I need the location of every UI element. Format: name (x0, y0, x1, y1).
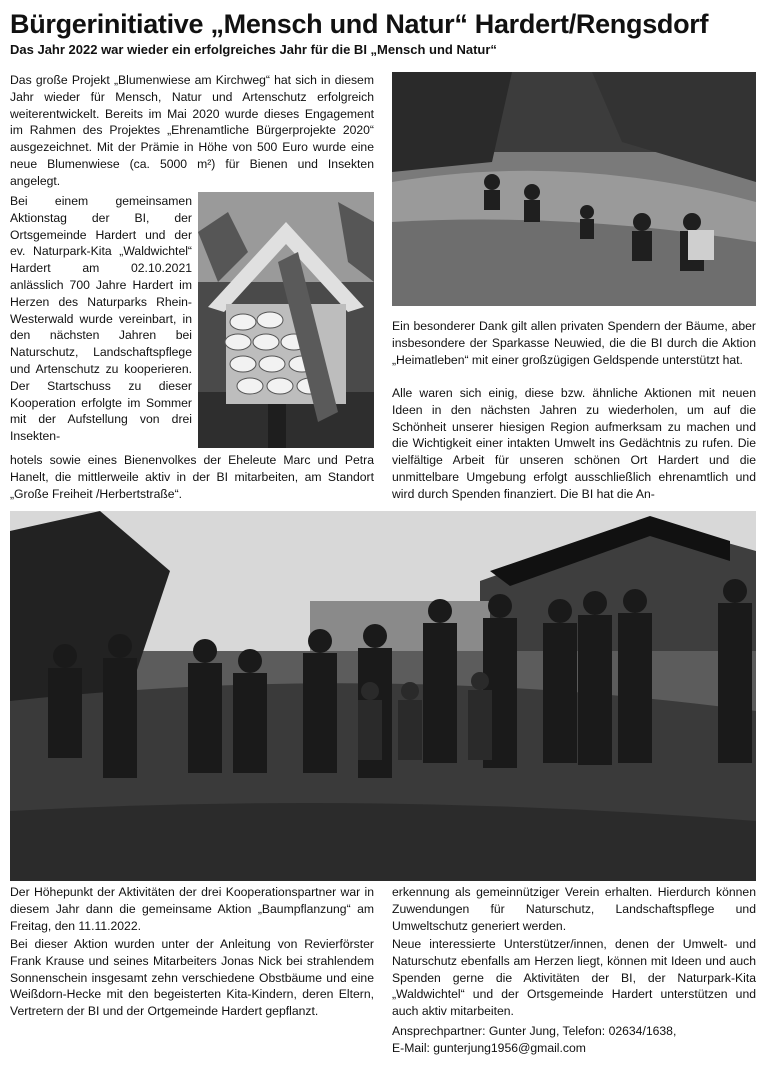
contact-email[interactable]: E-Mail: gunterjung1956@gmail.com (392, 1040, 586, 1055)
recognition-paragraph (392, 884, 756, 934)
planting-paragraph (10, 936, 374, 1020)
agreement-paragraph (392, 385, 756, 503)
intro-paragraph (10, 72, 374, 190)
contact-person: Ansprechpartner: Gunter Jung, Telefon: 02634/1638, (392, 1024, 677, 1038)
cooperation-text: Bei einem gemeinsamen Aktionstag der BI, der Ortsgemeinde Hardert und der ev. Naturpark-Kita „Waldwichtel“ Hardert am 02.10.2021 anlässlich 700 Jahre Hardert im Herzen des Naturparks Rhein-Westerwald wurde vereinbart, in den nächsten Jahren bei Naturschutz, Landschaftspflege und Artenschutz zu kooperieren. Der Startschuss zu dieser Kooperation erfolgte im Sommer mit der Aufstellung von drei Insekten- (10, 194, 192, 444)
insect-hotel-image (198, 192, 374, 448)
intro-text: Das große Projekt „Blumenwiese am Kirchweg“ hat sich in diesem Jahr wieder für Mensch, Natur und Artenschutz erfolgreich weiterentwickelt. Bereits im Mai 2020 wurde dieses Engagement im Rahmen des Projektes „Ehrenamtliche Bürgerprojekte 2020“ ausgezeichnet. Mit der Prämie in Höhe von 500 Euro wurde eine neue Blumenwiese (ca. 5000 m²) für Bienen und Insekten angelegt. (10, 73, 374, 188)
supporters-text: Neue interessierte Unterstützer/innen, denen der Umwelt- und Naturschutz ebenfalls am Herzen liegt, können mit Ideen und auch Spenden gerne die Aktivitäten der BI, der Naturpark-Kita „Waldwichtel“ und der Ortsgemeinde Hardert unterstützen und auch aktiv mitarbeiten. (392, 937, 756, 1019)
tree-planting-photo (392, 72, 756, 306)
article-subtitle: Das Jahr 2022 war wieder ein erfolgreiches Jahr für die BI „Mensch und Natur“ (10, 42, 497, 57)
recognition-text: erkennung als gemeinnütziger Verein erhalten. Hierdurch können Zuwendungen für Naturschutz, Landschaftspflege und Umweltschutz generiert werden. (392, 885, 756, 933)
tree-planting-image (392, 72, 756, 306)
supporters-paragraph (392, 936, 756, 1020)
article-title: Bürgerinitiative „Mensch und Natur“ Hardert/Rengsdorf (10, 9, 709, 39)
insect-hotel-photo (198, 192, 374, 448)
thanks-text: Ein besonderer Dank gilt allen privaten Spendern der Bäume, aber insbesondere der Sparkasse Neuwied, die die BI durch die Aktion „Heimatleben“ mit einer großzügigen Geldspende unterstützt hat. (392, 319, 756, 367)
highlight-text: Der Höhepunkt der Aktivitäten der drei Kooperationspartner war in diesem Jahr dann die gemeinsame Aktion „Baumpflanzung“ am Freitag, den 11.11.2022. (10, 885, 374, 933)
highlight-paragraph (10, 884, 374, 934)
cooperation-continued-text: hotels sowie eines Bienenvolkes der Eheleute Marc und Petra Hanelt, die mittlerweile aktiv in der BI mitarbeiten, am Standort „Große Freiheit /Herbertstraße“. (10, 453, 374, 501)
agreement-text: Alle waren sich einig, diese bzw. ähnliche Aktionen mit neuen Ideen in den nächsten Jahren zu wiederholen, um auf die Schönheit unserer hiesigen Region aufmerksam zu machen und die Wichtigkeit einer intakten Umwelt ins Gedächtnis zu rufen. Die vielfältige Arbeit für unseren schönen Ort Hardert und die unmittelbare Umgebung erfolgt ausschließlich ehrenamtlich und wird durch Spenden finanziert. Die BI hat die An- (392, 386, 756, 501)
planting-text: Bei dieser Aktion wurden unter der Anleitung von Revierförster Frank Krause und seines Mitarbeiters Jonas Nick bei strahlendem Sonnenschein insgesamt zehn verschiedene Obstbäume und eine Weißdorn-Hecke mit den begeisterten Kita-Kindern, deren Eltern, Vertretern der BI und der Ortgemeinde Hardert gepflanzt. (10, 937, 374, 1019)
contact-block (392, 1023, 758, 1057)
thanks-paragraph (392, 318, 756, 368)
cooperation-paragraph (10, 193, 192, 445)
group-image (10, 511, 756, 881)
group-photo (10, 511, 756, 881)
cooperation-continued-paragraph (10, 452, 374, 502)
